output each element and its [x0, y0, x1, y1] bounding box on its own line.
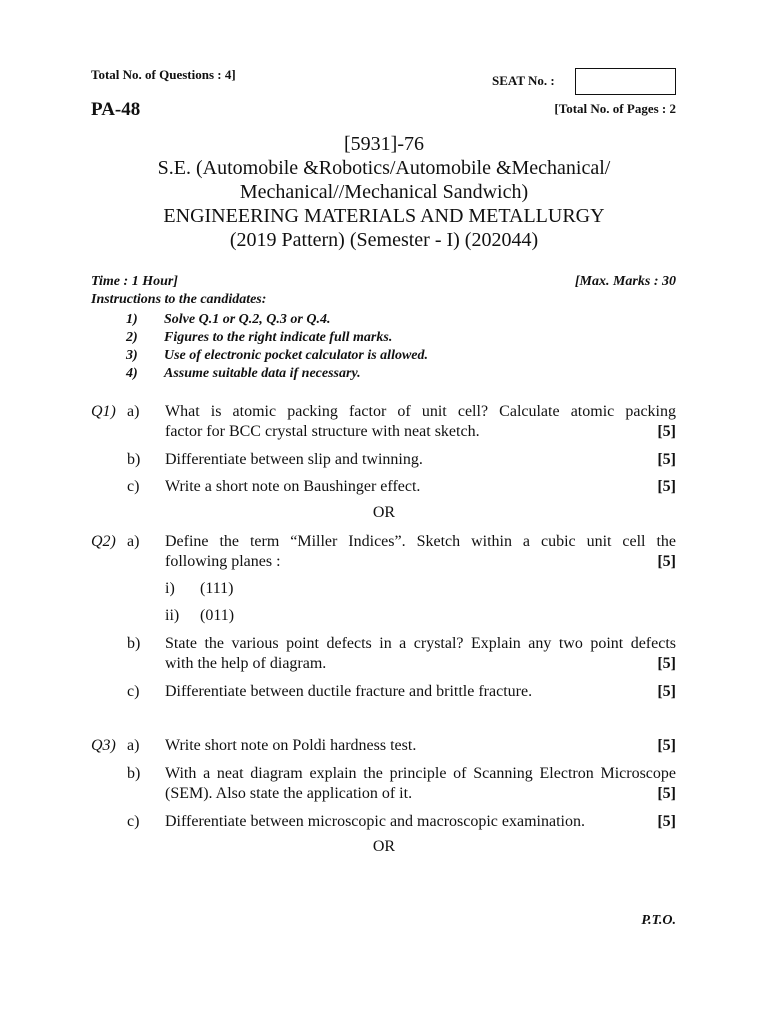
instruction-item	[126, 311, 428, 329]
title-block	[0, 132, 768, 252]
pattern-line: (2019 Pattern) (Semester - I) (202044)	[229, 229, 539, 251]
course-line-2: Mechanical//Mechanical Sandwich)	[239, 181, 529, 203]
total-questions: Total No. of Questions : 4]	[91, 67, 236, 82]
question-text-line: Define the term “Miller Indices”. Sketch within a cubic unit cell the	[165, 533, 676, 550]
instructions-heading: Instructions to the candidates:	[91, 292, 267, 307]
marks-label: [5]	[657, 655, 676, 672]
question-text-line: Differentiate between ductile fracture and brittle fracture.	[165, 683, 533, 700]
sub-question-label: c)	[127, 813, 140, 830]
question-text-line: Write a short note on Baushinger effect.	[165, 478, 421, 495]
question-text	[165, 682, 676, 702]
instructions-list	[126, 311, 428, 383]
roman-label: i)	[165, 580, 175, 597]
marks-label: [5]	[657, 683, 676, 700]
instruction-item	[126, 329, 428, 347]
question-text-line: with the help of diagram.	[165, 655, 327, 672]
sub-question-label: b)	[127, 451, 141, 468]
sub-question-label: c)	[127, 478, 140, 495]
question-text	[165, 532, 676, 572]
question-text	[165, 736, 676, 756]
marks-label: [5]	[657, 813, 676, 830]
marks-label: [5]	[657, 423, 676, 440]
roman-label: ii)	[165, 607, 180, 624]
exam-code: [5931]-76	[344, 133, 424, 155]
or-separator: OR	[372, 504, 396, 521]
question-number: Q2)	[91, 533, 116, 550]
exam-time: Time : 1 Hour]	[91, 274, 178, 289]
instruction-text: Figures to the right indicate full marks.	[164, 330, 393, 345]
question-text	[165, 477, 676, 497]
instruction-number: 2)	[126, 330, 138, 345]
question-text	[165, 812, 676, 832]
marks-label: [5]	[657, 553, 676, 570]
question-text-line: Differentiate between microscopic and macroscopic examination.	[165, 813, 585, 830]
instruction-text: Use of electronic pocket calculator is allowed.	[164, 348, 429, 363]
instruction-number: 4)	[126, 366, 138, 381]
question-number: Q1)	[91, 403, 116, 420]
seat-number-box	[575, 68, 676, 95]
question-text-line: With a neat diagram explain the principle of Scanning Electron Microscope	[165, 765, 676, 782]
instruction-number: 1)	[126, 312, 138, 327]
sub-question-label: b)	[127, 765, 141, 782]
question-text-line: factor for BCC crystal structure with neat sketch.	[165, 423, 480, 440]
marks-label: [5]	[657, 737, 676, 754]
total-pages: [Total No. of Pages : 2	[554, 101, 676, 116]
question-text-line: Write short note on Poldi hardness test.	[165, 737, 417, 754]
instruction-text: Assume suitable data if necessary.	[164, 366, 361, 381]
question-text-line: (SEM). Also state the application of it.	[165, 785, 413, 802]
marks-label: [5]	[657, 451, 676, 468]
seat-number-label: SEAT No. :	[492, 73, 555, 88]
question-text-line: State the various point defects in a crystal? Explain any two point defects	[165, 635, 676, 652]
question-text	[165, 764, 676, 804]
instruction-number: 3)	[126, 348, 138, 363]
question-text	[165, 634, 676, 674]
question-text-line: What is atomic packing factor of unit cell? Calculate atomic packing	[165, 403, 676, 420]
question-text-line: Differentiate between slip and twinning.	[165, 451, 423, 468]
instruction-item	[126, 347, 428, 365]
sub-question-label: a)	[127, 403, 140, 420]
please-turn-over: P.T.O.	[641, 913, 676, 928]
sub-question-label: c)	[127, 683, 140, 700]
question-number: Q3)	[91, 737, 116, 754]
paper-code: PA-48	[91, 99, 141, 120]
max-marks: [Max. Marks : 30	[574, 274, 676, 289]
instruction-text: Solve Q.1 or Q.2, Q.3 or Q.4.	[164, 312, 331, 327]
instruction-item	[126, 365, 428, 383]
marks-label: [5]	[657, 785, 676, 802]
plane-index: (111)	[200, 580, 234, 597]
sub-question-label: a)	[127, 737, 140, 754]
marks-label: [5]	[657, 478, 676, 495]
sub-question-label: a)	[127, 533, 140, 550]
question-text	[165, 450, 676, 470]
plane-index: (011)	[200, 607, 235, 624]
course-line-1: S.E. (Automobile &Robotics/Automobile &Mechanical/	[157, 157, 611, 179]
question-text	[165, 402, 676, 442]
or-separator: OR	[372, 838, 396, 855]
subject-title: ENGINEERING MATERIALS AND METALLURGY	[163, 205, 605, 227]
sub-question-label: b)	[127, 635, 141, 652]
question-text-line: following planes :	[165, 553, 281, 570]
